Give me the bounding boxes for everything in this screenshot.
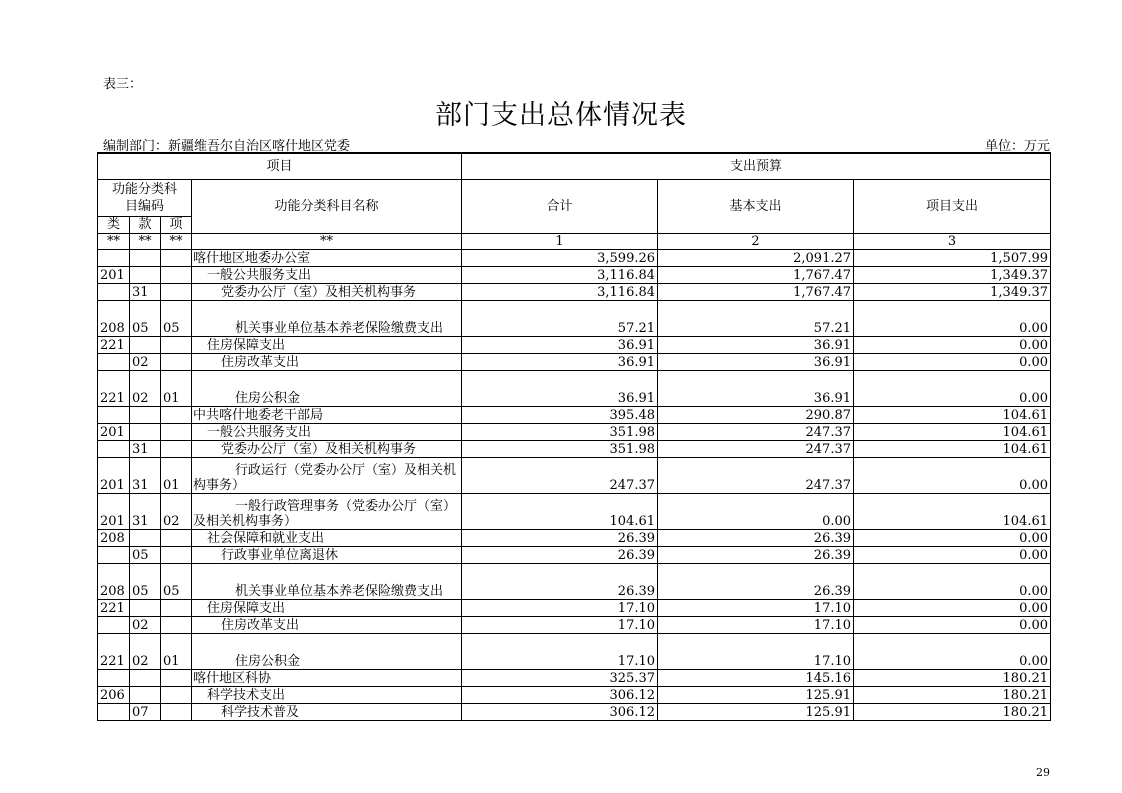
cell-kuan: 31 [130,283,161,300]
cell-lei [98,546,130,563]
cell-xiang: 05 [161,300,192,336]
cell-project: 0.00 [854,336,1051,353]
cell-xiang: 01 [161,457,192,493]
cell-name: 科学技术普及 [192,703,462,720]
table-row [98,423,1051,440]
table-row [98,546,1051,563]
cell-total: 351.98 [462,440,658,457]
cell-lei [98,703,130,720]
header-xiang: 项 [161,216,192,233]
cell-project: 1,349.37 [854,266,1051,283]
cell-lei: 206 [98,686,130,703]
cell-total: 395.48 [462,406,658,423]
cell-kuan: 31 [130,457,161,493]
cell-kuan [130,406,161,423]
cell-project: 104.61 [854,493,1051,529]
cell-project: 104.61 [854,423,1051,440]
cell-lei [98,249,130,266]
cell-lei [98,353,130,370]
cell-total: 306.12 [462,703,658,720]
cell-kuan [130,249,161,266]
cell-basic: 36.91 [658,353,854,370]
cell-xiang [161,336,192,353]
cell-kuan: 02 [130,353,161,370]
cell-name: 中共喀什地委老干部局 [192,406,462,423]
cell-project: 104.61 [854,440,1051,457]
page-label: 表三： [103,77,143,92]
cell-basic: 36.91 [658,370,854,406]
cell-name: 住房保障支出 [192,599,462,616]
cell-kuan [130,266,161,283]
cell-kuan: 31 [130,493,161,529]
cell-lei: 221 [98,633,130,669]
cell-lei: 201 [98,423,130,440]
table-row [98,669,1051,686]
cell-total: 36.91 [462,370,658,406]
cell-xiang [161,599,192,616]
cell-project: 180.21 [854,703,1051,720]
cell-project: 1,507.99 [854,249,1051,266]
table-row [98,599,1051,616]
cell-project: 0.00 [854,529,1051,546]
header-star-lei: ** [98,233,130,249]
cell-project: 0.00 [854,546,1051,563]
cell-basic: 17.10 [658,616,854,633]
cell-name: 喀什地区科协 [192,669,462,686]
table-row [98,529,1051,546]
cell-xiang [161,353,192,370]
cell-xiang [161,283,192,300]
cell-project: 0.00 [854,457,1051,493]
cell-kuan [130,423,161,440]
header-total: 合计 [462,179,658,233]
cell-name: 机关事业单位基本养老保险缴费支出 [192,563,462,599]
cell-kuan: 02 [130,616,161,633]
cell-lei: 201 [98,493,130,529]
cell-project: 180.21 [854,686,1051,703]
cell-project: 0.00 [854,563,1051,599]
header-basic: 基本支出 [658,179,854,233]
cell-kuan [130,599,161,616]
cell-kuan: 05 [130,300,161,336]
cell-xiang: 05 [161,563,192,599]
table-row [98,406,1051,423]
cell-name: 住房保障支出 [192,336,462,353]
cell-total: 17.10 [462,616,658,633]
cell-lei: 221 [98,370,130,406]
table-row [98,440,1051,457]
table-row [98,283,1051,300]
cell-project: 0.00 [854,370,1051,406]
cell-kuan [130,529,161,546]
cell-basic: 26.39 [658,529,854,546]
header-star-xiang: ** [161,233,192,249]
cell-total: 3,599.26 [462,249,658,266]
cell-basic: 17.10 [658,599,854,616]
header-project-expenditure: 项目支出 [854,179,1051,233]
cell-lei: 221 [98,599,130,616]
cell-project: 1,349.37 [854,283,1051,300]
cell-total: 17.10 [462,633,658,669]
cell-xiang [161,249,192,266]
cell-total: 325.37 [462,669,658,686]
cell-xiang [161,266,192,283]
cell-lei: 221 [98,336,130,353]
table-body [98,249,1051,720]
cell-project: 0.00 [854,633,1051,669]
cell-xiang [161,423,192,440]
header-index-2: 2 [658,233,854,249]
cell-xiang [161,406,192,423]
cell-kuan: 02 [130,370,161,406]
table-row [98,493,1051,529]
header-star-kuan: ** [130,233,161,249]
cell-total: 3,116.84 [462,266,658,283]
cell-basic: 2,091.27 [658,249,854,266]
cell-name: 一般公共服务支出 [192,266,462,283]
header-project: 项目 [98,153,462,179]
table-row [98,300,1051,336]
cell-lei: 201 [98,457,130,493]
cell-lei: 208 [98,300,130,336]
cell-total: 104.61 [462,493,658,529]
cell-basic: 247.37 [658,440,854,457]
cell-name: 科学技术支出 [192,686,462,703]
cell-total: 36.91 [462,336,658,353]
cell-xiang: 01 [161,633,192,669]
header-code-group: 功能分类科目编码 [98,179,192,216]
cell-total: 36.91 [462,353,658,370]
cell-total: 17.10 [462,599,658,616]
header-index-1: 1 [462,233,658,249]
header-star-name: ** [192,233,462,249]
cell-name: 住房改革支出 [192,353,462,370]
header-lei: 类 [98,216,130,233]
table-row [98,633,1051,669]
cell-name: 行政运行（党委办公厅（室）及相关机构事务） [192,457,462,493]
unit-label: 单位：万元 [984,139,1050,154]
cell-total: 57.21 [462,300,658,336]
cell-basic: 26.39 [658,563,854,599]
page-title: 部门支出总体情况表 [435,100,687,131]
cell-lei: 208 [98,529,130,546]
page-number: 29 [1036,766,1050,779]
cell-kuan [130,686,161,703]
cell-kuan: 07 [130,703,161,720]
cell-total: 247.37 [462,457,658,493]
cell-total: 351.98 [462,423,658,440]
expenditure-table [97,152,1051,721]
cell-xiang: 02 [161,493,192,529]
cell-xiang [161,440,192,457]
cell-basic: 290.87 [658,406,854,423]
cell-name: 喀什地区地委办公室 [192,249,462,266]
cell-project: 0.00 [854,616,1051,633]
cell-name: 一般行政管理事务（党委办公厅（室）及相关机构事务） [192,493,462,529]
header-index-3: 3 [854,233,1051,249]
cell-project: 0.00 [854,300,1051,336]
table-row [98,616,1051,633]
table-row [98,563,1051,599]
table-row [98,686,1051,703]
cell-kuan: 05 [130,563,161,599]
cell-lei [98,669,130,686]
cell-name: 一般公共服务支出 [192,423,462,440]
cell-basic: 17.10 [658,633,854,669]
cell-basic: 145.16 [658,669,854,686]
cell-name: 党委办公厅（室）及相关机构事务 [192,440,462,457]
cell-xiang [161,529,192,546]
header-budget: 支出预算 [462,153,1051,179]
cell-total: 26.39 [462,546,658,563]
cell-xiang [161,686,192,703]
cell-kuan: 05 [130,546,161,563]
cell-name: 住房改革支出 [192,616,462,633]
cell-xiang [161,546,192,563]
table-row [98,266,1051,283]
cell-kuan: 31 [130,440,161,457]
cell-name: 机关事业单位基本养老保险缴费支出 [192,300,462,336]
cell-xiang [161,669,192,686]
cell-name: 行政事业单位离退休 [192,546,462,563]
cell-basic: 1,767.47 [658,283,854,300]
cell-lei [98,616,130,633]
cell-lei: 208 [98,563,130,599]
cell-basic: 125.91 [658,686,854,703]
cell-project: 0.00 [854,353,1051,370]
cell-name: 党委办公厅（室）及相关机构事务 [192,283,462,300]
cell-xiang [161,703,192,720]
table-row [98,703,1051,720]
cell-lei [98,283,130,300]
cell-basic: 0.00 [658,493,854,529]
cell-kuan [130,336,161,353]
cell-basic: 36.91 [658,336,854,353]
cell-project: 0.00 [854,599,1051,616]
table-row [98,336,1051,353]
cell-total: 3,116.84 [462,283,658,300]
header-name-column: 功能分类科目名称 [192,179,462,233]
table-row [98,249,1051,266]
cell-basic: 1,767.47 [658,266,854,283]
cell-kuan [130,669,161,686]
cell-lei [98,440,130,457]
cell-total: 26.39 [462,529,658,546]
cell-name: 社会保障和就业支出 [192,529,462,546]
cell-basic: 247.37 [658,423,854,440]
table-row [98,457,1051,493]
cell-name: 住房公积金 [192,633,462,669]
cell-project: 104.61 [854,406,1051,423]
cell-kuan: 02 [130,633,161,669]
cell-xiang: 01 [161,370,192,406]
cell-name: 住房公积金 [192,370,462,406]
cell-xiang [161,616,192,633]
cell-lei: 201 [98,266,130,283]
cell-basic: 57.21 [658,300,854,336]
cell-project: 180.21 [854,669,1051,686]
cell-basic: 247.37 [658,457,854,493]
cell-total: 26.39 [462,563,658,599]
cell-basic: 26.39 [658,546,854,563]
cell-basic: 125.91 [658,703,854,720]
table-row [98,353,1051,370]
table-row [98,370,1051,406]
cell-total: 306.12 [462,686,658,703]
header-kuan: 款 [130,216,161,233]
department-label: 编制部门：新疆维吾尔自治区喀什地区党委 [103,139,351,154]
cell-lei [98,406,130,423]
